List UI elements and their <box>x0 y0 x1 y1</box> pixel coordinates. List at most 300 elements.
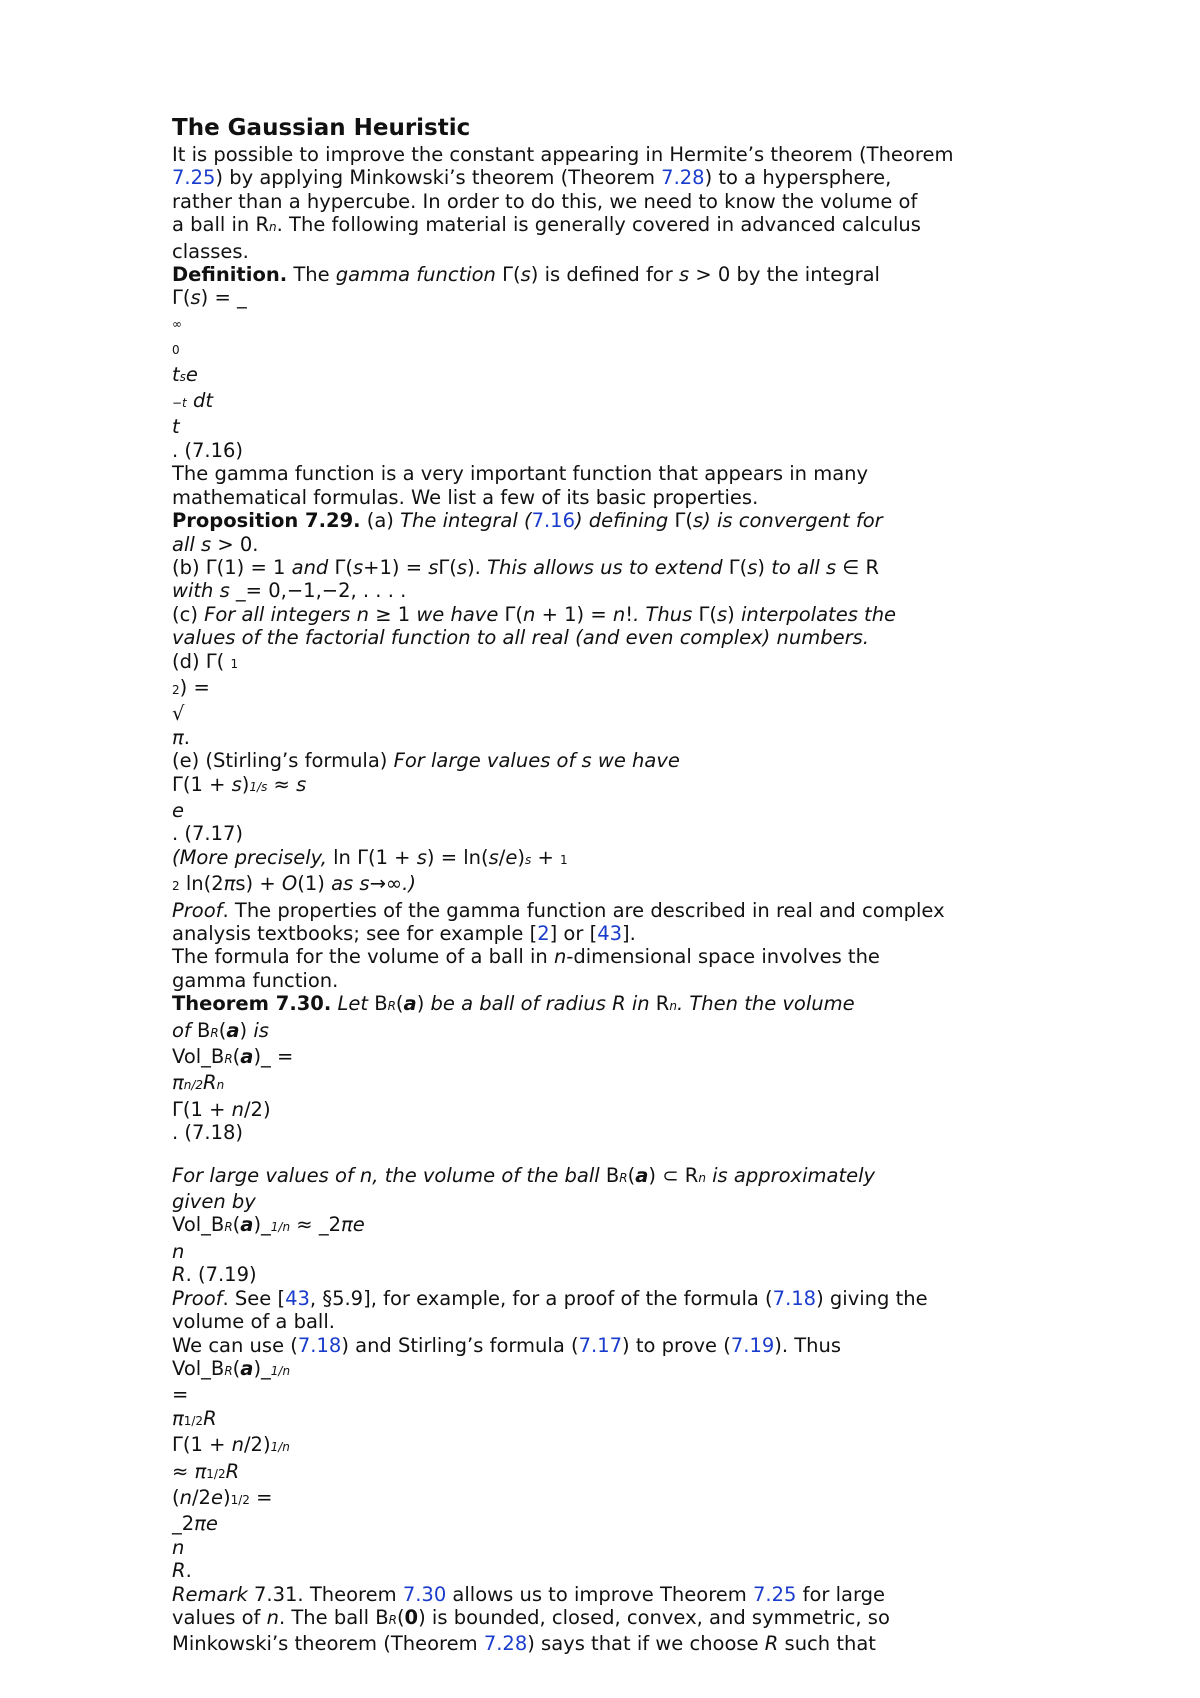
text-run: Γ( <box>328 555 353 579</box>
text-run: ) giving the <box>816 1286 928 1310</box>
text-run: ( <box>232 1213 241 1237</box>
text-run: .) <box>402 872 416 896</box>
page-title: The Gaussian Heuristic <box>172 115 471 141</box>
text-line <box>172 846 1032 872</box>
text-run: n <box>216 1078 225 1093</box>
text-run: > 0. <box>211 532 259 556</box>
text-run: Theorem 7.30. <box>172 992 332 1016</box>
text-run: ) to a hypersphere, <box>704 166 892 190</box>
text-run: √ <box>172 702 185 726</box>
text-run: R <box>388 1612 397 1627</box>
text-run: Remark <box>172 1582 248 1606</box>
reference-link[interactable]: 7.25 <box>172 166 216 190</box>
text-run: e <box>172 798 184 822</box>
text-run: (d) Γ( <box>172 649 231 673</box>
text-run: ) = ln( <box>426 845 489 869</box>
text-run: →∞ <box>369 872 403 896</box>
text-run: e <box>505 845 518 869</box>
text-line <box>172 726 1032 749</box>
text-line <box>172 650 1032 676</box>
text-run: /2 <box>191 1485 211 1509</box>
text-run: n <box>553 945 567 969</box>
text-line <box>172 310 1032 336</box>
text-run: π <box>172 725 184 749</box>
text-run: ). <box>467 555 488 579</box>
text-run: with s <box>172 579 230 603</box>
text-run: (e) (Stirling’s formula) <box>172 749 394 773</box>
text-run: be a ball of radius R in <box>430 992 650 1016</box>
text-run: )_ <box>253 1213 271 1237</box>
text-run: = <box>249 1485 273 1509</box>
text-run: ) is bounded, closed, convex, and symmetric, so <box>418 1605 890 1629</box>
text-run: dt <box>186 389 213 413</box>
text-line <box>172 749 1032 772</box>
text-run: Γ( <box>698 602 717 626</box>
reference-link[interactable]: 7.25 <box>752 1582 797 1606</box>
text-run: It is possible to improve the constant appearing in Hermite’s theorem (Theorem <box>172 143 954 166</box>
text-run: values of <box>172 1605 267 1629</box>
text-line <box>172 143 1032 166</box>
text-run: Γ( <box>674 509 693 533</box>
text-run: Definition. <box>172 263 288 287</box>
text-run: 1/n <box>270 1440 290 1455</box>
text-run: Proposition 7.29. <box>172 509 361 533</box>
text-run: n <box>269 220 277 235</box>
text-run: 1/2 <box>206 1466 226 1481</box>
text-run: )_ <box>253 1356 271 1380</box>
text-run: e <box>210 1485 223 1509</box>
text-run: n/2 <box>183 1078 204 1093</box>
text-run: The gamma function is a very important function that appears in many <box>172 462 869 486</box>
text-run: n <box>698 1170 706 1185</box>
text-run: 7.31. Theorem <box>247 1582 403 1606</box>
text-line <box>172 415 1032 438</box>
text-line <box>172 190 1032 213</box>
text-run: , §5.9], for example, for a proof of the formula ( <box>309 1286 773 1310</box>
text-run: as s <box>331 872 370 896</box>
text-run: ] or [ <box>549 922 598 945</box>
text-run: Γ(1 + <box>172 1433 232 1457</box>
text-run: s <box>416 845 427 869</box>
text-run: )_ = <box>253 1045 294 1069</box>
text-run: R <box>172 1263 186 1287</box>
text-line <box>172 799 1032 822</box>
reference-link[interactable]: 7.16 <box>531 509 575 533</box>
text-run: n <box>172 1535 185 1559</box>
text-run: _= 0,−1,−2, . . . . <box>229 579 407 603</box>
text-run: ≈ <box>267 772 297 796</box>
text-run: . <box>183 725 190 749</box>
text-run: The formula for the volume of a ball in <box>172 945 554 969</box>
text-run: . <box>185 1559 192 1583</box>
text-run: 1/2 <box>230 1492 250 1507</box>
text-run: . (7.16) <box>172 438 244 462</box>
text-run: Proof <box>172 898 223 922</box>
text-run: For large values of n, the volume of the ball <box>172 1163 606 1187</box>
text-run: s <box>296 772 307 796</box>
text-run: s <box>179 369 186 384</box>
text-run: ln(2 <box>179 872 224 896</box>
text-run: ( <box>395 992 404 1016</box>
text-line <box>172 1334 1032 1357</box>
text-run: + <box>531 845 560 869</box>
text-run: (b) Γ(1) = 1 <box>172 555 292 579</box>
text-run: gamma function <box>335 263 496 287</box>
text-line <box>172 556 1032 579</box>
document-page <box>172 113 1032 1656</box>
text-run: n <box>523 602 536 626</box>
reference-link[interactable]: 7.28 <box>483 1632 528 1656</box>
text-run: n <box>231 1097 244 1121</box>
text-run: Vol_B <box>172 1213 225 1237</box>
text-line <box>172 509 1032 532</box>
text-run: /2) <box>243 1433 271 1457</box>
text-run: = <box>172 1383 189 1407</box>
text-line <box>172 969 1032 992</box>
text-run: 1/n <box>270 1220 291 1235</box>
reference-link[interactable]: 7.18 <box>297 1333 342 1357</box>
text-run: ≥ 1 <box>369 602 417 626</box>
text-run: Proof <box>172 1286 223 1310</box>
text-run: s <box>524 852 532 867</box>
text-run: Vol_B <box>172 1045 225 1069</box>
text-run: of <box>172 1018 197 1042</box>
text-line <box>172 626 1032 649</box>
text-run: R <box>224 1363 233 1378</box>
text-run: ) <box>757 555 772 579</box>
text-run: is <box>253 1018 269 1042</box>
text-line <box>172 1536 1032 1559</box>
text-run: 1/s <box>249 779 268 794</box>
text-run: Γ(1 + <box>172 1097 232 1121</box>
text-run: R <box>764 1632 779 1656</box>
text-run: Let <box>331 992 375 1016</box>
text-run: values of the factorial function to all real (and even complex) numbers. <box>172 626 869 650</box>
text-run: ln Γ(1 + <box>326 845 417 869</box>
text-run: πe <box>341 1213 365 1237</box>
text-run: R <box>172 1559 186 1583</box>
text-run: R <box>224 1052 233 1067</box>
text-run: This allows us to extend <box>487 555 723 579</box>
text-run: ) is defined for <box>530 263 679 287</box>
text-run: . Thus <box>633 602 699 626</box>
text-run: R <box>203 1071 217 1095</box>
text-line <box>172 439 1032 462</box>
text-run: R <box>619 1170 628 1185</box>
text-run: n <box>172 1239 185 1263</box>
text-run: ( <box>396 1605 405 1629</box>
text-run: ≈ _2 <box>290 1213 341 1237</box>
text-run: s <box>231 772 242 796</box>
text-run: s <box>428 555 439 579</box>
text-line <box>172 922 1032 945</box>
text-line <box>172 1164 1032 1190</box>
text-run: 1 <box>230 656 239 671</box>
text-line <box>172 1559 1032 1582</box>
text-line <box>172 462 1032 485</box>
text-line <box>172 1357 1032 1383</box>
text-line <box>172 1407 1032 1433</box>
text-run: ( <box>172 1485 180 1509</box>
reference-link[interactable]: 7.30 <box>402 1582 447 1606</box>
text-run: ) defining <box>575 509 675 533</box>
document-body <box>172 143 1032 1656</box>
text-run: ) <box>517 845 525 869</box>
reference-link[interactable]: 43 <box>285 1286 310 1310</box>
text-run: n <box>179 1485 192 1509</box>
text-line <box>172 1512 1032 1535</box>
text-run: ) ⊂ R <box>648 1163 699 1187</box>
text-line <box>172 240 1032 263</box>
text-run: 2 <box>172 879 180 894</box>
text-run: a <box>403 992 417 1016</box>
text-run: B <box>197 1018 211 1042</box>
text-run: πe <box>194 1512 218 1536</box>
text-run: ) says that if we choose <box>527 1632 765 1656</box>
text-run: +1) = <box>363 555 429 579</box>
text-run: allows us to improve Theorem <box>446 1582 753 1606</box>
text-run: O <box>281 872 298 896</box>
text-run: s <box>678 263 690 287</box>
text-run: n <box>669 999 677 1014</box>
text-run: π <box>172 1406 184 1430</box>
text-run: s <box>520 263 531 287</box>
text-run: The <box>287 263 336 287</box>
text-run: -dimensional space involves the <box>566 945 880 969</box>
text-line <box>172 166 1032 189</box>
text-run: We can use ( <box>172 1333 298 1357</box>
text-run: volume of a ball. <box>172 1310 335 1334</box>
text-run: / <box>498 845 506 869</box>
text-line <box>172 363 1032 389</box>
text-run: s) + <box>235 872 282 896</box>
text-run: The integral ( <box>400 509 532 533</box>
text-run: classes. <box>172 239 249 263</box>
text-run: Γ(1 + <box>172 772 232 796</box>
reference-link[interactable]: 7.18 <box>772 1286 817 1310</box>
text-run: gamma function. <box>172 968 339 992</box>
text-run: > 0 by the integral <box>689 263 880 287</box>
text-run: + 1) = <box>535 602 613 626</box>
text-line <box>172 992 1032 1018</box>
text-run: π <box>172 1071 184 1095</box>
reference-link[interactable]: 2 <box>537 922 550 945</box>
text-run: More precisely, <box>179 845 327 869</box>
text-run: interpolates the <box>740 602 897 626</box>
text-run: such that <box>778 1632 876 1656</box>
text-run: to all s <box>771 555 837 579</box>
text-run: s <box>488 845 499 869</box>
text-run: . (7.19) <box>185 1263 257 1287</box>
text-line <box>172 1632 1032 1655</box>
text-line <box>172 1583 1032 1606</box>
text-run: given by <box>172 1190 256 1214</box>
text-run: ( <box>627 1163 636 1187</box>
text-line <box>172 286 1032 309</box>
text-run: Γ( <box>495 263 521 287</box>
text-run: ) and Stirling’s formula ( <box>341 1333 579 1357</box>
text-run: −t <box>172 396 187 411</box>
text-line <box>172 1263 1032 1286</box>
text-run: (1) <box>297 872 332 896</box>
text-run: ( <box>172 845 180 869</box>
text-run: 0 <box>172 343 180 358</box>
text-run: ) <box>222 1485 231 1509</box>
text-run: a <box>240 1356 254 1380</box>
text-run: R <box>210 1025 219 1040</box>
text-run: a <box>240 1045 254 1069</box>
text-line <box>172 533 1032 556</box>
text-line <box>172 899 1032 922</box>
text-run: ) by applying Minkowski’s theorem (Theorem <box>215 166 662 190</box>
text-run: π <box>223 872 236 896</box>
text-run: . See [ <box>222 1286 286 1310</box>
text-run: ) <box>241 772 250 796</box>
reference-link[interactable]: 7.17 <box>578 1333 623 1357</box>
reference-link[interactable]: 7.28 <box>661 166 705 190</box>
text-run: /2) <box>243 1097 271 1121</box>
text-line <box>172 1098 1032 1121</box>
text-line <box>172 579 1032 602</box>
text-run: s <box>456 555 468 579</box>
text-line <box>172 1433 1032 1459</box>
text-run: t <box>172 362 180 386</box>
text-run: ]. <box>622 922 636 945</box>
text-run: (c) <box>172 602 205 626</box>
text-run: ) <box>727 602 741 626</box>
text-line <box>172 945 1032 968</box>
text-line <box>172 822 1032 845</box>
text-run: π <box>194 1459 207 1483</box>
text-run: For large values of s we have <box>393 749 680 773</box>
text-run: ) is convergent for <box>703 509 883 533</box>
text-run: 1 <box>560 852 568 867</box>
text-line <box>172 1071 1032 1097</box>
text-run: s <box>692 509 704 533</box>
text-run: rather than a hypercube. In order to do this, we need to know the volume of <box>172 189 918 213</box>
text-run: For all integers n <box>204 602 370 626</box>
text-run: Γ( <box>498 602 524 626</box>
text-run: and <box>291 555 329 579</box>
text-run: B <box>374 992 388 1016</box>
text-line <box>172 1190 1032 1213</box>
text-run: 1/2 <box>183 1413 204 1428</box>
text-line <box>172 263 1032 286</box>
text-line <box>172 1019 1032 1045</box>
text-run: ) <box>239 1018 254 1042</box>
text-run: 0 <box>404 1605 419 1629</box>
text-run: a <box>240 1213 254 1237</box>
text-run: R <box>225 1459 240 1483</box>
text-line <box>172 603 1032 626</box>
text-run: R <box>649 992 670 1016</box>
text-run: ) <box>416 992 431 1016</box>
text-run: n <box>612 602 626 626</box>
text-run: a <box>226 1018 240 1042</box>
text-run: s <box>190 286 201 310</box>
text-run: R <box>387 999 396 1014</box>
text-run: e <box>185 362 198 386</box>
text-line <box>172 1145 1032 1164</box>
text-line <box>172 1310 1032 1333</box>
text-line <box>172 213 1032 239</box>
text-run: (a) <box>360 509 401 533</box>
text-run: ) to prove ( <box>622 1333 731 1357</box>
text-run: ( <box>218 1018 227 1042</box>
text-run: ). Thus <box>774 1333 842 1357</box>
text-run: analysis textbooks; see for example [ <box>172 922 538 945</box>
text-run: t <box>172 415 180 439</box>
text-run: . Then the volume <box>676 992 855 1016</box>
text-line <box>172 1240 1032 1263</box>
text-run: Γ( <box>172 286 191 310</box>
text-line <box>172 1045 1032 1071</box>
reference-link[interactable]: 7.19 <box>730 1333 775 1357</box>
text-run: . The properties of the gamma function are described in real and complex <box>222 898 945 922</box>
text-run: ∈ R <box>836 555 880 579</box>
text-line <box>172 1486 1032 1512</box>
text-run: s <box>716 602 728 626</box>
text-line <box>172 872 1032 898</box>
reference-link[interactable]: 43 <box>597 922 623 945</box>
text-line <box>172 336 1032 362</box>
text-run: ) = <box>179 675 210 699</box>
text-run: ∞ <box>172 316 182 331</box>
text-run: Γ( <box>722 555 748 579</box>
text-line <box>172 1460 1032 1486</box>
text-line <box>172 1121 1032 1144</box>
text-run: all s <box>172 532 212 556</box>
text-run: is approximately <box>705 1163 876 1187</box>
text-line <box>172 1606 1032 1632</box>
text-run: . (7.18) <box>172 1121 244 1145</box>
text-run: . The following material is generally covered in advanced calculus <box>276 213 921 237</box>
text-run: 2 <box>172 682 180 697</box>
text-line <box>172 773 1032 799</box>
text-run: ) = _ <box>200 286 247 310</box>
text-line <box>172 1287 1032 1310</box>
text-run: n <box>266 1605 279 1629</box>
text-line <box>172 389 1032 415</box>
text-run: ! <box>625 602 634 626</box>
text-run: Vol_B <box>172 1356 225 1380</box>
text-run: ≈ <box>172 1459 195 1483</box>
text-run: a <box>635 1163 649 1187</box>
text-run: R <box>203 1406 217 1430</box>
text-run: a ball in R <box>172 213 270 237</box>
text-run: ( <box>232 1356 241 1380</box>
text-line <box>172 1383 1032 1406</box>
text-run: for large <box>796 1582 886 1606</box>
text-run: we have <box>416 602 499 626</box>
text-run: n <box>231 1433 244 1457</box>
text-run: mathematical formulas. We list a few of its basic properties. <box>172 485 759 509</box>
text-run: Γ( <box>438 555 457 579</box>
text-run: . The ball B <box>278 1605 389 1629</box>
text-line <box>172 486 1032 509</box>
text-run: 1/n <box>270 1363 291 1378</box>
text-line <box>172 1213 1032 1239</box>
text-run: ( <box>232 1045 241 1069</box>
text-run: B <box>605 1163 620 1187</box>
text-run: . (7.17) <box>172 822 244 846</box>
text-line <box>172 702 1032 725</box>
text-run: s <box>747 555 758 579</box>
text-run: Minkowski’s theorem (Theorem <box>172 1632 484 1656</box>
text-run: s <box>352 555 364 579</box>
text-run: R <box>224 1220 233 1235</box>
text-line <box>172 676 1032 702</box>
